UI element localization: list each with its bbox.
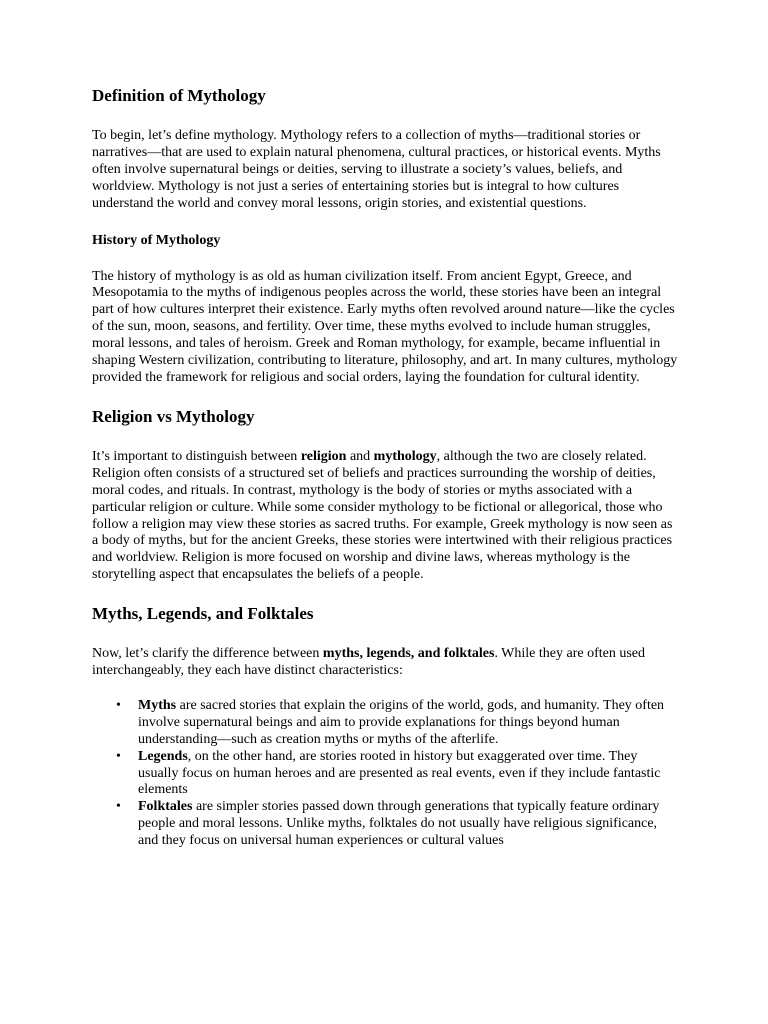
paragraph-myths-legends-intro — [92, 646, 678, 680]
term-legends: Legends — [138, 748, 188, 764]
term-myths: Myths — [138, 697, 177, 713]
term-folktales: Folktales — [138, 799, 193, 815]
heading-religion-vs-mythology: Religion vs Mythology — [92, 406, 255, 426]
myths-legends-folktales-bold: myths, legends, and folktales — [322, 646, 495, 662]
bullet-icon: • — [116, 697, 121, 713]
myths-intro-text: Now, let’s clarify the difference between — [92, 646, 323, 662]
paragraph-definition: To begin, let’s define mythology. Mythology refers to a collection of myths—traditional stories or narratives—that are used to explain natural phenomena, cultural practices, or historical events. Myths often involve supernatural beings or deities, serving to illustrate a society’s values, beliefs, and worldview. Mythology is not just a series of entertaining stories but is integral to how cultures understand the world and convey moral lessons, origin stories, and existential questions. — [92, 128, 661, 211]
document-page — [92, 84, 678, 850]
bullet-icon: • — [116, 799, 121, 815]
religion-rest-text: , although the two are closely related. Religion often consists of a structured set of beliefs and practices surrounding the worship of deities, moral codes, and rituals. In contrast, mythology is the body of stories or myths associated with a particular religion or culture. While some consider mythology to be fictional or allegorical, those who follow a religion may view these stories as sacred truths. For example, Greek mythology is now seen as a body of myths, but for the ancient Greeks, these stories were intertwined with their religious practices and worldview. Religion is more focused on worship and divine laws, whereas mythology is the storytelling aspect that encapsulates the beliefs of a people. — [92, 448, 673, 583]
definitions-bullet-list — [92, 698, 678, 850]
definition-legends: , on the other hand, are stories rooted in history but exaggerated over time. They usually focus on human heroes and are presented as real events, even if they include fantastic elements — [138, 748, 661, 798]
list-item-legends — [116, 748, 678, 800]
religion-bold-term: religion — [300, 448, 347, 464]
heading-history-of-mythology: History of Mythology — [92, 232, 221, 248]
list-item-folktales — [116, 799, 678, 850]
paragraph-history: The history of mythology is as old as human civilization itself. From ancient Egypt, Greece, and Mesopotamia to the myths of indigenous peoples across the world, these stories have been an integral part of how cultures interpret their existence. Early myths often revolved around nature—like the cycles of the sun, moon, seasons, and fertility. Over time, these myths evolved to include human struggles, moral lessons, and tales of heroism. Greek and Roman mythology, for example, became influential in shaping Western civilization, contributing to literature, philosophy, and art. In many cultures, mythology provided the framework for religious and social orders, laying the foundation for cultural identity. — [92, 268, 678, 385]
bullet-icon: • — [116, 748, 121, 764]
definition-folktales: are simpler stories passed down through generations that typically feature ordinary people and moral lessons. Unlike myths, folktales do not usually have religious significance, and they focus on universal human experiences or cultural values — [138, 799, 660, 849]
definition-myths: are sacred stories that explain the origins of the world, gods, and humanity. They often involve supernatural beings and aim to provide explanations for things beyond human understanding—such as creation myths or myths of the afterlife. — [138, 697, 665, 747]
heading-definition-of-mythology: Definition of Mythology — [92, 86, 266, 105]
religion-intro-text: It’s important to distinguish between — [92, 448, 301, 464]
mythology-bold-term: mythology — [373, 448, 437, 464]
paragraph-religion — [92, 449, 678, 584]
heading-myths-legends-folktales: Myths, Legends, and Folktales — [92, 604, 314, 624]
religion-and-text: and — [346, 448, 374, 464]
list-item-myths — [116, 697, 678, 749]
myths-intro-rest-text: . While they are often used interchangeably, they each have distinct characteristics: — [92, 646, 646, 679]
